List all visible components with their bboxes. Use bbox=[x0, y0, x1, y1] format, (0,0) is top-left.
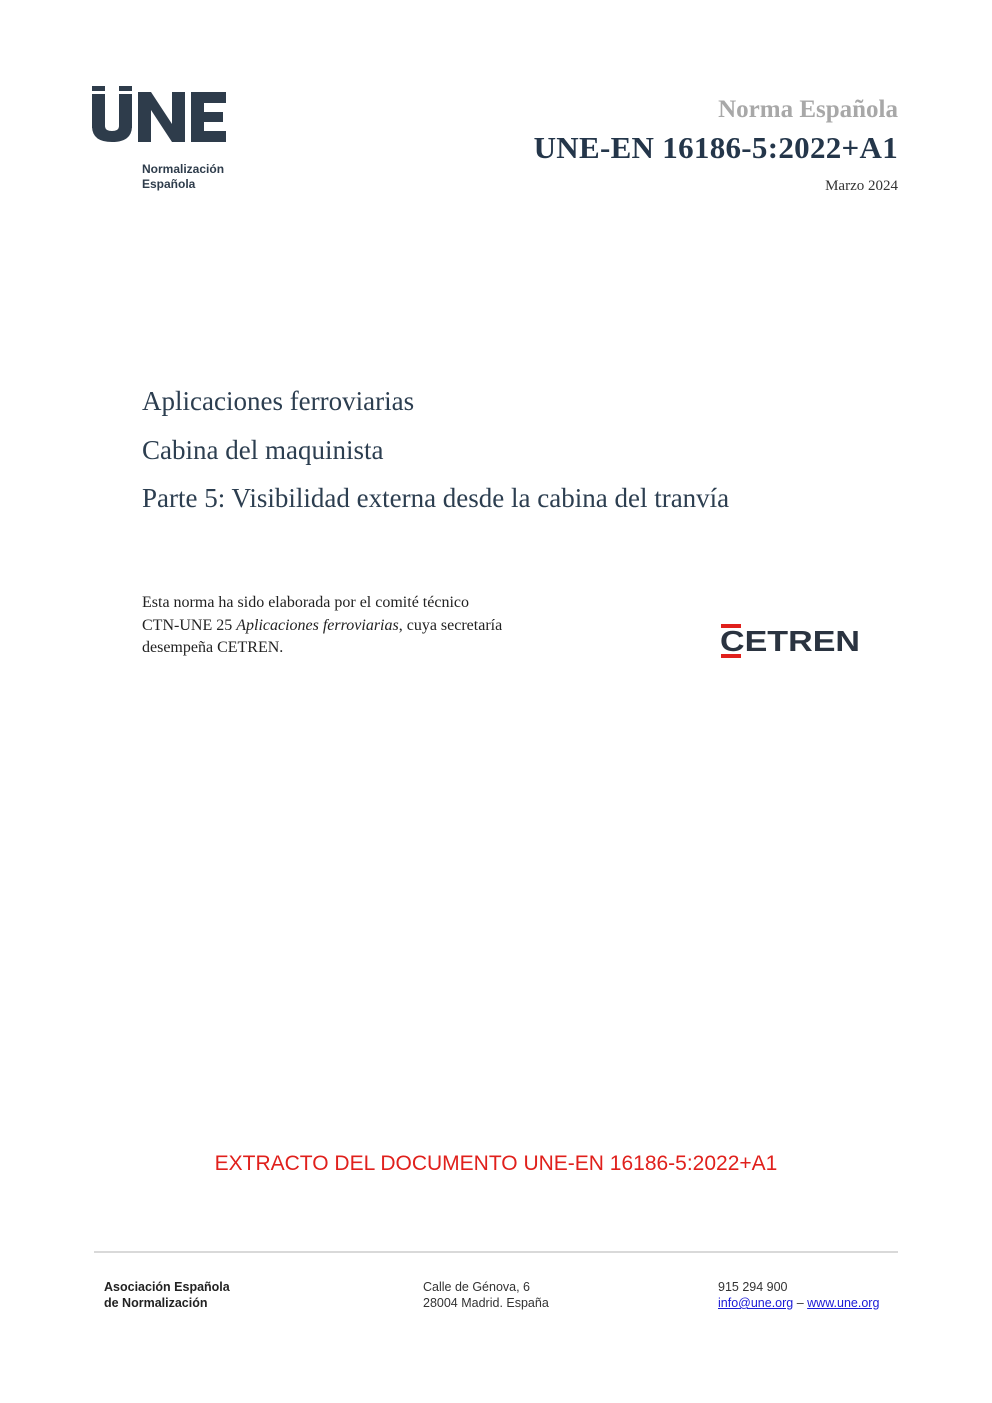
title-complementary: Cabina del maquinista bbox=[142, 435, 384, 465]
committee-line-2 bbox=[142, 615, 622, 638]
cetren-logo bbox=[720, 622, 862, 660]
footer-address bbox=[423, 1279, 549, 1311]
extract-notice: EXTRACTO DEL DOCUMENTO UNE-EN 16186-5:2022+A1 bbox=[214, 1152, 778, 1175]
committee-prefix: CTN-UNE 25 bbox=[142, 616, 237, 634]
footer-contact bbox=[718, 1279, 879, 1311]
title-main: Aplicaciones ferroviarias bbox=[142, 386, 415, 416]
footer-org-line1: Asociación Española bbox=[104, 1280, 230, 1294]
committee-note bbox=[142, 592, 622, 660]
cetren-logo-mark bbox=[720, 622, 862, 660]
title-part: Parte 5: Visibilidad externa desde la cabina del tranvía bbox=[142, 483, 730, 513]
footer-links bbox=[718, 1295, 879, 1311]
une-logo bbox=[92, 86, 252, 196]
footer-address-line2: 28004 Madrid. España bbox=[423, 1296, 549, 1310]
standard-code: UNE-EN 16186-5:2022+A1 bbox=[533, 130, 898, 165]
website-link[interactable]: www.une.org bbox=[807, 1296, 880, 1310]
logo-subtitle-line2: Española bbox=[142, 177, 196, 191]
committee-line-1: Esta norma ha sido elaborada por el comité técnico bbox=[142, 594, 469, 611]
footer-org-line2: de Normalización bbox=[104, 1296, 208, 1310]
footer-phone: 915 294 900 bbox=[718, 1280, 788, 1294]
link-separator: – bbox=[793, 1296, 808, 1310]
footer-organization bbox=[104, 1279, 230, 1311]
footer-address-line1: Calle de Génova, 6 bbox=[423, 1280, 531, 1294]
publication-date: Marzo 2024 bbox=[825, 178, 898, 194]
standard-type-label: Norma Española bbox=[718, 96, 898, 123]
email-link[interactable]: info@une.org bbox=[718, 1296, 794, 1310]
une-logo-mark bbox=[92, 86, 232, 148]
committee-line-3: desempeña CETREN. bbox=[142, 639, 284, 656]
committee-name: Aplicaciones ferroviarias bbox=[236, 616, 399, 634]
footer-divider bbox=[94, 1251, 898, 1253]
committee-suffix: , cuya secretaría bbox=[398, 616, 503, 634]
cetren-wordmark: CETREN bbox=[720, 626, 860, 658]
logo-subtitle-line1: Normalización bbox=[142, 162, 225, 176]
